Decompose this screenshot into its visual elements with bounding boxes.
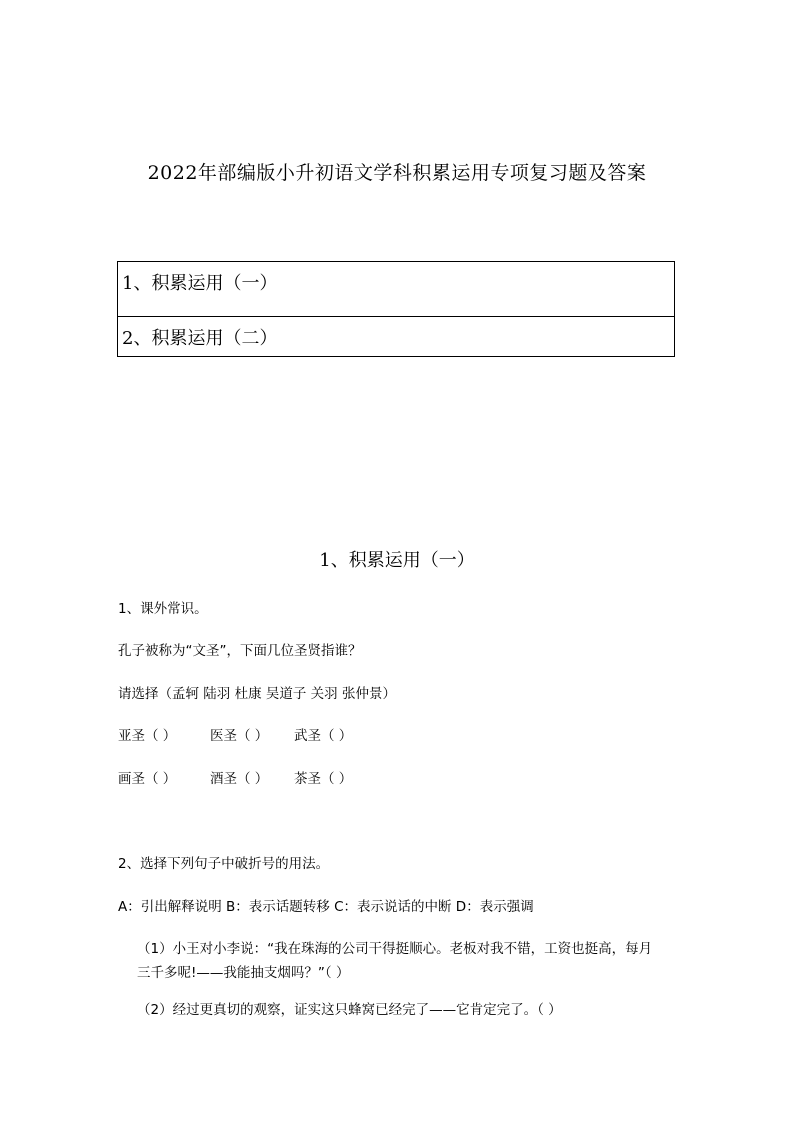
blank-chasheng: 茶圣（ ） xyxy=(294,771,353,787)
question-2-item-1-line-1: （1）小王对小李说：“我在珠海的公司干得挺顺心。老板对我不错，工资也挺高，每月 xyxy=(137,941,653,957)
question-2-heading: 2、选择下列句子中破折号的用法。 xyxy=(118,856,330,872)
blank-wusheng: 武圣（ ） xyxy=(294,728,353,744)
question-1-prompt: 孔子被称为“文圣”，下面几位圣贤指谁？ xyxy=(118,643,362,659)
table-of-contents xyxy=(117,261,675,357)
document-title: 2022年部编版小升初语文学科积累运用专项复习题及答案 xyxy=(147,162,647,184)
question-2-item-2: （2）经过更真切的观察，证实这只蜂窝已经完了——它肯定完了。（ ） xyxy=(137,1002,562,1018)
blank-yasheng: 亚圣（ ） xyxy=(118,728,177,744)
blank-jiusheng: 酒圣（ ） xyxy=(210,771,269,787)
toc-item-2[interactable]: 2、积累运用（二） xyxy=(122,328,278,349)
question-2-options: A：引出解释说明 B：表示话题转移 C：表示说话的中断 D：表示强调 xyxy=(118,899,534,915)
question-2-item-1-line-2: 三千多呢!——我能抽支烟吗？”（ ） xyxy=(137,965,350,981)
question-1-heading: 1、课外常识。 xyxy=(118,601,208,617)
toc-item-1[interactable]: 1、积累运用（一） xyxy=(118,262,674,317)
blank-yisheng: 医圣（ ） xyxy=(210,728,269,744)
blank-huasheng: 画圣（ ） xyxy=(118,771,177,787)
question-1-blank-row-1 xyxy=(118,724,352,744)
section-heading: 1、积累运用（一） xyxy=(319,550,475,571)
question-1-blank-row-2 xyxy=(118,767,352,787)
question-1-choices: 请选择（孟轲 陆羽 杜康 吴道子 关羽 张仲景） xyxy=(118,686,396,702)
